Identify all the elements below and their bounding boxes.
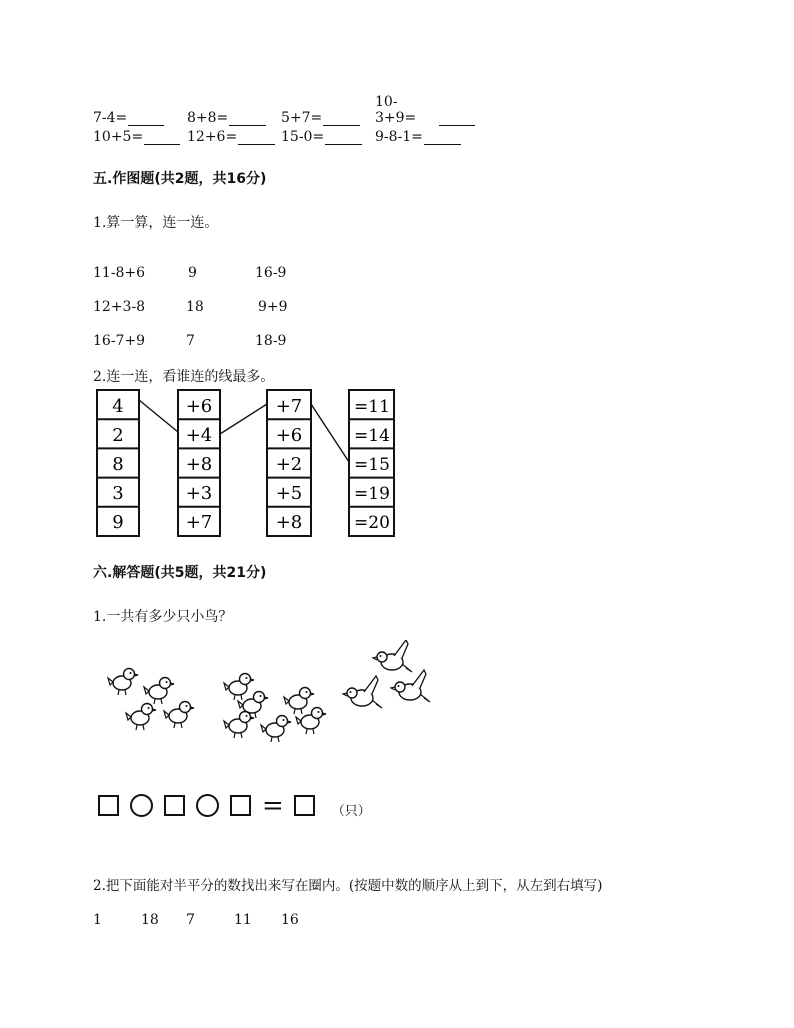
- answer-blank[interactable]: [128, 111, 164, 126]
- answer-square[interactable]: [230, 795, 251, 816]
- connection-line: [139, 400, 178, 432]
- chick: [224, 674, 254, 701]
- number-box[interactable]: 2: [112, 425, 124, 446]
- chick: [284, 688, 314, 715]
- answer-blank[interactable]: [439, 111, 475, 126]
- connection-line: [311, 404, 349, 462]
- operator-circle[interactable]: [196, 794, 219, 817]
- number-column: [97, 390, 139, 536]
- calc-item: [93, 94, 187, 126]
- addend-box[interactable]: +7: [185, 512, 213, 533]
- sum-column: [349, 390, 394, 536]
- result-item: 9: [188, 265, 197, 281]
- sum-box[interactable]: =11: [354, 397, 390, 417]
- sum-box[interactable]: =15: [354, 455, 390, 475]
- question-text: 2.把下面能对半平分的数找出来写在圈内。(按题中数的顺序从上到下，从左到右填写): [93, 878, 603, 894]
- operator-circle[interactable]: [130, 794, 153, 817]
- addend-box[interactable]: +2: [275, 454, 303, 475]
- chick: [224, 712, 254, 739]
- calc-expression: 5+7=: [281, 110, 323, 126]
- number-item: 16: [281, 912, 299, 928]
- addend-box[interactable]: +7: [275, 396, 303, 417]
- calc-expression: 10+5=: [93, 129, 144, 145]
- chick: [108, 669, 138, 696]
- flying-bird: [391, 670, 430, 702]
- number-item: 11: [234, 912, 252, 928]
- flying-bird: [373, 640, 412, 672]
- calc-item: [93, 129, 187, 145]
- number-box[interactable]: 4: [112, 396, 124, 417]
- matching-diagram: [90, 384, 410, 544]
- answer-square[interactable]: [98, 795, 119, 816]
- calc-expression: 8+8=: [187, 110, 229, 126]
- result-item: 7: [186, 333, 195, 349]
- sum-box[interactable]: =19: [354, 484, 390, 504]
- number-box[interactable]: 9: [112, 512, 124, 533]
- chick: [296, 708, 326, 735]
- birds-illustration: [100, 640, 440, 755]
- answer-blank[interactable]: [424, 130, 461, 145]
- expression-item: 12+3-8: [93, 299, 146, 315]
- chick: [144, 678, 174, 705]
- calc-item: [187, 94, 281, 126]
- question-text: 1.算一算，连一连。: [93, 215, 219, 231]
- chick-group-2: [224, 674, 326, 743]
- unit-label: （只）: [331, 804, 371, 819]
- number-item: 1: [93, 912, 102, 928]
- calc-expression: 9-8-1=: [375, 129, 423, 145]
- expression-item: 16-7+9: [93, 333, 146, 349]
- answer-square[interactable]: [164, 795, 185, 816]
- flying-bird-group: [343, 640, 430, 708]
- chick: [126, 704, 156, 731]
- calc-row-1: [93, 94, 475, 126]
- sum-box[interactable]: =20: [354, 513, 390, 533]
- addend-box[interactable]: +3: [185, 483, 213, 504]
- expression-item: 18-9: [255, 333, 287, 349]
- section-heading: 六.解答题(共5题，共21分): [93, 565, 267, 581]
- calc-item: [375, 94, 475, 126]
- expression-item: 9+9: [258, 299, 288, 315]
- calc-item: [187, 129, 281, 145]
- answer-row: [98, 792, 371, 819]
- calc-item: [281, 129, 375, 145]
- answer-blank[interactable]: [323, 111, 360, 126]
- addend-column-1: [178, 390, 220, 536]
- chick: [261, 716, 291, 743]
- expression-item: 16-9: [255, 265, 287, 281]
- sum-box[interactable]: =14: [354, 426, 390, 446]
- calc-expression: 15-0=: [281, 129, 325, 145]
- calc-expression: 7-4=: [93, 110, 128, 126]
- calc-item: [281, 94, 375, 126]
- number-box[interactable]: 8: [112, 454, 124, 475]
- flying-bird: [343, 676, 382, 708]
- equals-sign: =: [262, 790, 284, 821]
- addend-box[interactable]: +6: [185, 396, 213, 417]
- calc-expression: 12+6=: [187, 129, 238, 145]
- result-item: 18: [186, 299, 204, 315]
- number-box[interactable]: 3: [112, 483, 124, 504]
- calc-expression: 10-3+9=: [375, 94, 417, 126]
- addend-box[interactable]: +5: [275, 483, 303, 504]
- addend-box[interactable]: +6: [275, 425, 303, 446]
- connection-line: [220, 404, 267, 434]
- answer-blank[interactable]: [325, 130, 362, 145]
- answer-square[interactable]: [294, 795, 315, 816]
- calc-row-2: [93, 129, 475, 145]
- addend-box[interactable]: +8: [275, 512, 303, 533]
- addend-box[interactable]: +4: [185, 425, 213, 446]
- chick: [164, 702, 194, 729]
- number-item: 18: [141, 912, 159, 928]
- number-item: 7: [186, 912, 195, 928]
- example-connection-lines: [139, 400, 349, 462]
- answer-blank[interactable]: [144, 130, 180, 145]
- answer-blank[interactable]: [238, 130, 275, 145]
- question-text: 1.一共有多少只小鸟？: [93, 609, 233, 625]
- calc-item: [375, 129, 475, 145]
- question-text: 2.连一连，看谁连的线最多。: [93, 369, 275, 385]
- addend-box[interactable]: +8: [185, 454, 213, 475]
- addend-column-2: [267, 390, 311, 536]
- chick-group-1: [108, 669, 194, 731]
- section-heading: 五.作图题(共2题，共16分): [93, 171, 267, 187]
- answer-blank[interactable]: [229, 111, 266, 126]
- expression-item: 11-8+6: [93, 265, 146, 281]
